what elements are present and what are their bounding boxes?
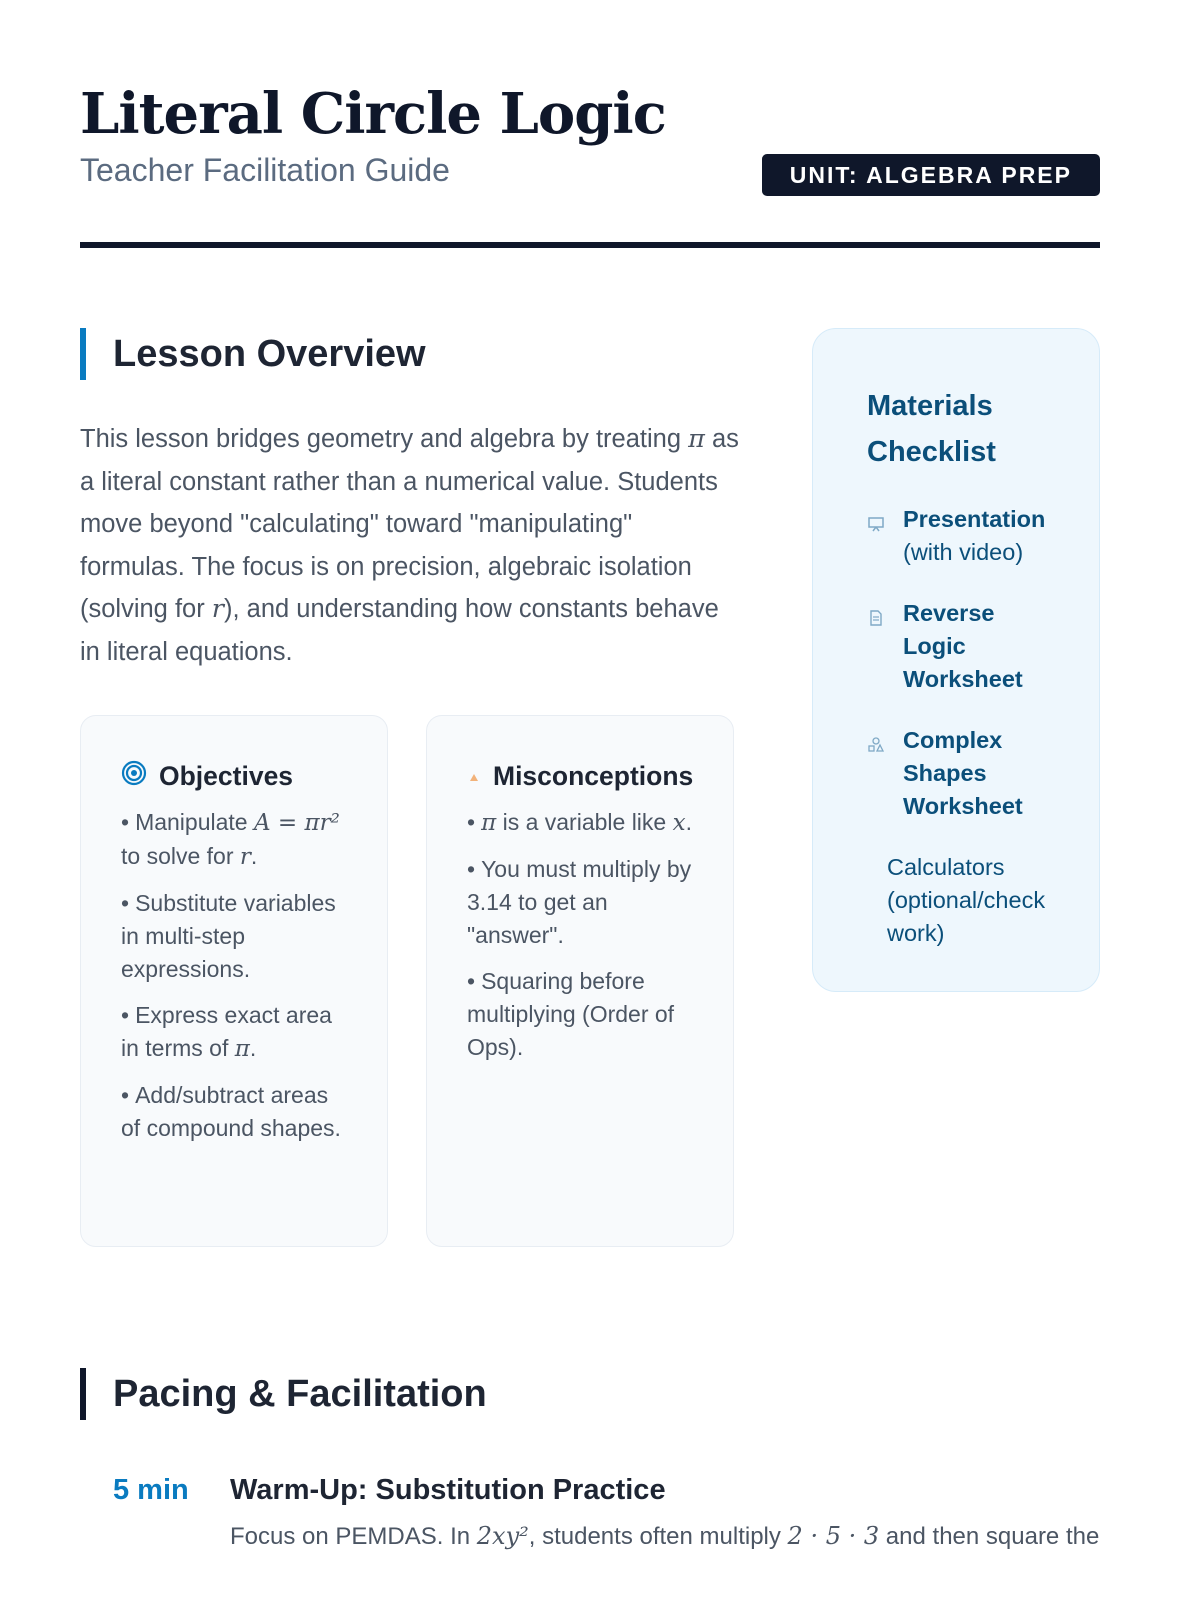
overview-paragraph	[80, 418, 740, 673]
pacing-description	[230, 1518, 1100, 1555]
math-expression: 2 · 5 · 3	[787, 1522, 880, 1550]
item-text: Add/subtract areas of compound shapes.	[121, 1082, 341, 1141]
materials-item-label: Complex Shapes Worksheet	[903, 727, 1023, 819]
materials-item	[867, 851, 1069, 950]
materials-item	[867, 597, 1069, 696]
page-subtitle: Teacher Facilitation Guide	[80, 152, 450, 188]
materials-checklist	[812, 328, 1100, 992]
materials-item-note: Calculators (optional/check work)	[887, 854, 1046, 946]
math-pi: π	[481, 810, 497, 836]
warning-icon	[467, 761, 481, 792]
item-text: Substitute variables in multi-step expressions.	[121, 890, 336, 982]
overview-text-part: as a literal constant rather than a numerical value. Students move beyond "calculating" toward "manipulating" formulas. The focus is on precision, algebraic isolation (solving for	[80, 425, 739, 623]
item-text: Express exact area in terms of	[121, 1002, 332, 1061]
pacing-section	[80, 1368, 1100, 1590]
sidebar-column	[812, 328, 1100, 992]
materials-title: Materials Checklist	[867, 390, 996, 468]
section-accent-bar	[80, 328, 86, 380]
misconceptions-list	[467, 806, 693, 1064]
materials-item	[867, 724, 1069, 823]
page-title: Literal Circle Logic	[80, 81, 666, 147]
objectives-card	[80, 715, 388, 1247]
misconceptions-title	[467, 756, 693, 796]
section-heading-label: Lesson Overview	[113, 333, 426, 375]
item-text: is a variable like	[496, 809, 673, 835]
list-item: • Squaring before multiplying (Order of Ops).	[467, 968, 675, 1060]
overview-cards	[80, 715, 740, 1247]
materials-item	[867, 503, 1069, 569]
shapes-icon	[867, 730, 885, 763]
content-area	[80, 328, 1100, 1600]
section-heading-label: Pacing & Facilitation	[113, 1373, 487, 1415]
section-heading-pacing	[80, 1368, 1100, 1420]
item-text: .	[685, 809, 692, 835]
item-text: Squaring before multiplying (Order of Ops).	[467, 968, 675, 1060]
item-text: .	[249, 1035, 257, 1061]
math-r: r	[211, 594, 224, 624]
overview-text-part: ), and understanding how constants behave in literal equations.	[80, 595, 719, 666]
unit-badge: UNIT: ALGEBRA PREP	[762, 154, 1100, 196]
item-text: You must multiply by 3.14 to get an "answer".	[467, 856, 692, 948]
materials-item-note: (with video)	[903, 539, 1024, 565]
section-accent-bar	[80, 1368, 86, 1420]
math-expression: 2xy²	[476, 1522, 529, 1550]
document-icon	[867, 603, 885, 636]
list-item: • Substitute variables in multi-step expressions.	[121, 890, 336, 982]
desc-text: , students often multiply	[528, 1523, 788, 1550]
page-header	[80, 80, 1100, 246]
list-item: • You must multiply by 3.14 to get an "answer".	[467, 856, 692, 948]
header-divider	[80, 242, 1100, 248]
list-item: • Manipulate A = πr² to solve for r.	[121, 809, 340, 870]
desc-text: and then square the	[879, 1523, 1100, 1550]
overview-text-part: This lesson bridges geometry and algebra by treating	[80, 425, 689, 453]
objectives-list	[121, 806, 347, 1145]
desc-text: Focus on PEMDAS. In	[230, 1523, 477, 1550]
math-formula: A = πr²	[253, 810, 340, 836]
math-pi: π	[688, 424, 705, 454]
section-heading-overview	[80, 328, 740, 380]
math-x: x	[672, 810, 686, 836]
misconceptions-card	[426, 715, 734, 1247]
pacing-title: Warm-Up: Substitution Practice	[230, 1474, 666, 1506]
math-r: r	[239, 844, 251, 870]
target-icon	[121, 760, 147, 793]
pacing-row	[80, 1470, 1100, 1590]
item-text: to solve for	[121, 843, 240, 869]
list-item: • Add/subtract areas of compound shapes.	[121, 1082, 341, 1141]
math-pi: π	[234, 1036, 250, 1062]
pacing-time: 5 min	[113, 1474, 189, 1506]
presentation-icon	[867, 509, 885, 542]
item-text: Manipulate	[135, 809, 254, 835]
list-item: • Express exact area in terms of π.	[121, 1002, 332, 1062]
misconceptions-title-label: Misconceptions	[493, 760, 694, 791]
list-item: • π is a variable like x.	[467, 809, 692, 836]
materials-item-label: Presentation	[903, 506, 1046, 532]
main-column	[80, 328, 740, 1247]
materials-item-label: Reverse Logic Worksheet	[903, 600, 1023, 692]
objectives-title	[121, 756, 347, 796]
item-text: .	[250, 843, 258, 869]
objectives-title-label: Objectives	[159, 760, 294, 791]
